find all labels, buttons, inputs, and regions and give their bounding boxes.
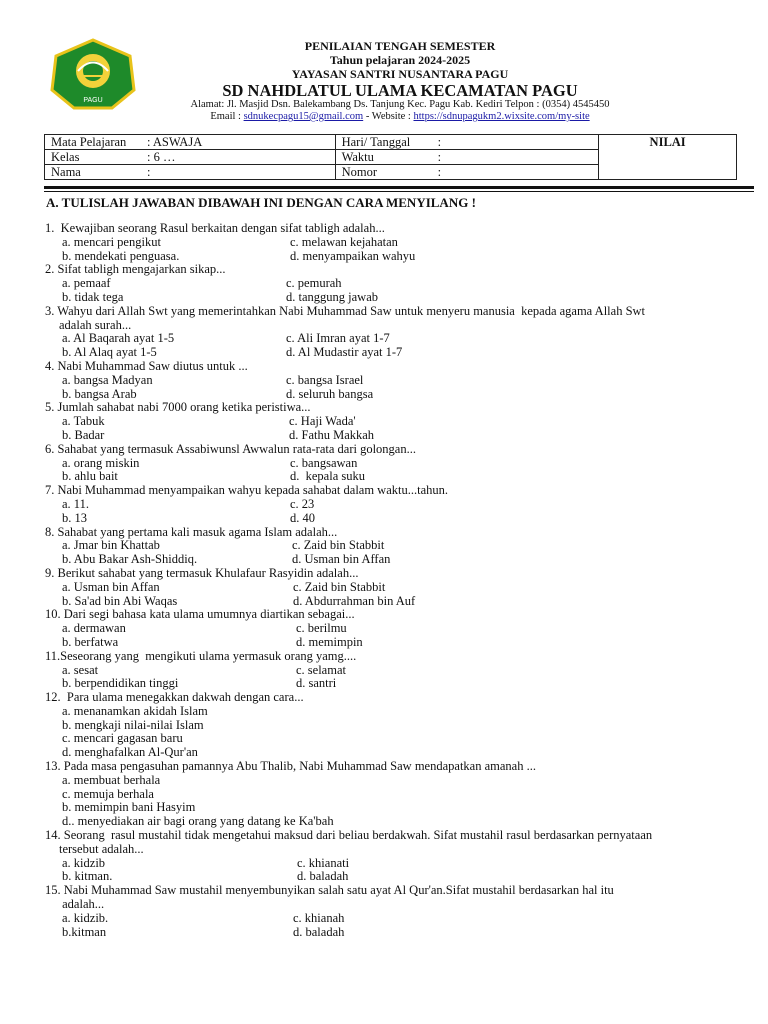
answer-option[interactable]: d. memimpin	[296, 634, 363, 649]
option-row	[45, 636, 735, 650]
answer-option[interactable]: c. 23	[290, 496, 315, 511]
answer-option[interactable]: d. baladah	[297, 869, 349, 884]
option-row	[45, 539, 735, 553]
option-row	[45, 236, 735, 250]
answer-option[interactable]: b. mengkaji nilai-nilai Islam	[62, 717, 204, 732]
question-item	[45, 650, 735, 691]
answer-option[interactable]: d. menghafalkan Al-Qur'an	[62, 745, 198, 760]
answer-option[interactable]: d. Usman bin Affan	[292, 552, 391, 567]
answer-option[interactable]: c. mencari gagasan baru	[62, 731, 183, 746]
question-text: 11.Seseorang yang mengikuti ulama yermasuk orang yamg....	[45, 648, 357, 663]
question-item	[45, 526, 735, 567]
question-text-continued: adalah surah...	[59, 317, 132, 332]
option-row	[45, 498, 735, 512]
option-row	[45, 457, 735, 471]
question-text-continued: adalah...	[59, 897, 105, 912]
question-text: 12. Para ulama menegakkan dakwah dengan cara...	[45, 690, 304, 705]
option-row	[45, 581, 735, 595]
answer-option[interactable]: a. pemaaf	[62, 276, 111, 291]
option-row	[45, 664, 735, 678]
answer-option[interactable]: a. 11.	[62, 496, 89, 511]
date-label: Hari/ Tanggal	[341, 135, 411, 149]
question-item	[45, 691, 735, 760]
question-item	[45, 263, 735, 304]
student-info-table	[44, 134, 737, 180]
question-item	[45, 443, 735, 484]
option-row	[45, 926, 735, 940]
option-row	[45, 277, 735, 291]
answer-option[interactable]: d.. menyediakan air bagi orang yang datang ke Ka'bah	[62, 814, 334, 829]
school-address: Alamat: Jl. Masjid Dsn. Balekambang Ds. Tanjung Kec. Pagu Kab. Kediri Telpon : (0354) 4545450	[190, 99, 610, 110]
answer-option[interactable]: c. melawan kejahatan	[290, 234, 398, 249]
question-item	[45, 222, 735, 263]
option-row	[45, 677, 735, 691]
question-item	[45, 608, 735, 649]
answer-option[interactable]: b. Badar	[62, 427, 105, 442]
answer-option[interactable]: a. dermawan	[62, 621, 126, 636]
answer-option[interactable]: b. kitman.	[62, 869, 113, 884]
name-label: Nama	[51, 165, 81, 179]
question-text: 14. Seorang rasul mustahil tidak mengetahui maksud dari beliau berdakwah. Sifat mustahil rasul berdasarkan pernyataan	[45, 828, 653, 843]
header-divider	[44, 186, 754, 189]
answer-option[interactable]: c. bangsawan	[290, 455, 358, 470]
question-item	[45, 567, 735, 608]
school-name: SD NAHDLATUL ULAMA KECAMATAN PAGU	[222, 81, 578, 100]
answer-option[interactable]: c. pemurah	[286, 276, 342, 291]
option-row	[45, 250, 735, 264]
question-text: 6. Sahabat yang termasuk Assabiwunsl Awwalun rata-rata dari golongan...	[45, 441, 416, 456]
score-box[interactable]	[599, 135, 737, 180]
answer-option[interactable]: c. Zaid bin Stabbit	[293, 579, 386, 594]
question-text-continued: tersebut adalah...	[59, 841, 144, 856]
option-row	[45, 553, 735, 567]
answer-option[interactable]: c. selamat	[296, 662, 346, 677]
header-divider-thin	[44, 191, 754, 192]
answer-option[interactable]: c. memuja berhala	[62, 786, 154, 801]
answer-option[interactable]: a. membuat berhala	[62, 772, 161, 787]
name-cell[interactable]	[45, 165, 336, 180]
answer-option[interactable]: c. bangsa Israel	[286, 372, 364, 387]
number-value: :	[437, 165, 442, 179]
question-text: 1. Kewajiban seorang Rasul berkaitan dengan sifat tabligh adalah...	[45, 221, 385, 235]
answer-option[interactable]: b. memimpin bani Hasyim	[62, 800, 196, 815]
option-row	[45, 470, 735, 484]
school-logo	[50, 38, 136, 110]
section-title: A. TULISLAH JAWABAN DIBAWAH INI DENGAN CARA MENYILANG !	[46, 195, 476, 210]
website-link[interactable]: https://sdnupagukm2.wixsite.com/my-site	[413, 111, 590, 122]
answer-option[interactable]: d. kepala suku	[290, 469, 365, 484]
name-value: :	[147, 165, 151, 179]
subject-label: Mata Pelajaran	[51, 135, 127, 149]
answer-option[interactable]: d. baladah	[293, 924, 345, 939]
foundation-name: YAYASAN SANTRI NUSANTARA PAGU	[291, 67, 509, 81]
email-label: Email :	[210, 111, 244, 122]
class-label: Kelas	[51, 150, 80, 164]
option-row	[45, 332, 735, 346]
answer-option[interactable]: d. seluruh bangsa	[286, 386, 374, 401]
answer-option[interactable]: b. mendekati penguasa.	[62, 248, 180, 263]
option-row	[45, 374, 735, 388]
score-label: NILAI	[649, 135, 686, 149]
option-row	[45, 346, 735, 360]
answer-option[interactable]: d. tanggung jawab	[286, 289, 378, 304]
answer-option[interactable]: d. menyampaikan wahyu	[290, 248, 416, 263]
class-value: : 6 …	[147, 150, 176, 164]
question-text: 2. Sifat tabligh mengajarkan sikap...	[45, 262, 226, 277]
question-text: 7. Nabi Muhammad menyampaikan wahyu kepada sahabat dalam waktu...tahun.	[45, 483, 449, 498]
option-row	[45, 595, 735, 609]
question-item	[45, 401, 735, 442]
answer-option[interactable]: a. bangsa Madyan	[62, 372, 153, 387]
option-row	[45, 622, 735, 636]
question-text: 10. Dari segi bahasa kata ulama umumnya diartikan sebagai...	[45, 607, 355, 622]
answer-option[interactable]: b. ahlu bait	[62, 469, 118, 484]
date-cell[interactable]	[335, 135, 599, 150]
option-row	[45, 857, 735, 871]
answer-option[interactable]: b. tidak tega	[62, 289, 124, 304]
class-cell[interactable]	[45, 150, 336, 165]
answer-option[interactable]: c. khianah	[293, 910, 345, 925]
option-row	[45, 429, 735, 443]
answer-option[interactable]: c. berilmu	[296, 621, 347, 636]
answer-option[interactable]: c. Ali Imran ayat 1-7	[286, 331, 390, 346]
answer-option[interactable]: b. 13	[62, 510, 87, 525]
answer-option[interactable]: b. berpendidikan tinggi	[62, 676, 179, 691]
question-text: 5. Jumlah sahabat nabi 7000 orang ketika peristiwa...	[45, 400, 311, 415]
subject-cell	[45, 135, 336, 150]
answer-option[interactable]: a. kidzib.	[62, 910, 109, 925]
website-label: - Website :	[363, 111, 414, 122]
option-row	[45, 912, 735, 926]
option-row	[45, 512, 735, 526]
question-text: 8. Sahabat yang pertama kali masuk agama Islam adalah...	[45, 524, 338, 539]
email-link[interactable]: sdnukecpagu15@gmail.com	[243, 111, 364, 122]
answer-option[interactable]: d. 40	[290, 510, 315, 525]
answer-option[interactable]: b. bangsa Arab	[62, 386, 137, 401]
answer-option[interactable]: a. kidzib	[62, 855, 106, 870]
question-text: 9. Berikut sahabat yang termasuk Khulafaur Rasyidin adalah...	[45, 565, 359, 580]
question-item	[45, 884, 735, 939]
question-text: 3. Wahyu dari Allah Swt yang memerintahkan Nabi Muhammad Saw untuk menyeru manusia kepada agama Allah Swt	[45, 303, 646, 318]
number-cell[interactable]	[335, 165, 599, 180]
time-cell[interactable]	[335, 150, 599, 165]
option-row	[45, 415, 735, 429]
question-text: 15. Nabi Muhammad Saw mustahil menyembunyikan salah satu ayat Al Qur'an.Sifat mustahil berdasarkan hal itu	[45, 883, 614, 898]
school-contact	[150, 111, 650, 123]
answer-option[interactable]: a. sesat	[62, 662, 99, 677]
answer-option[interactable]: b. berfatwa	[62, 634, 119, 649]
school-year: Tahun pelajaran 2024-2025	[329, 53, 471, 67]
date-value: :	[437, 135, 442, 149]
answer-option[interactable]: a. Jmar bin Khattab	[62, 538, 160, 553]
question-text: 13. Pada masa pengasuhan pamannya Abu Thalib, Nabi Muhammad Saw mendapatkan amanah ...	[45, 759, 536, 774]
answer-option[interactable]: b. Abu Bakar Ash-Shiddiq.	[62, 552, 198, 567]
question-item	[45, 360, 735, 401]
time-label: Waktu	[341, 150, 374, 164]
answer-option[interactable]: d. Fathu Makkah	[289, 427, 375, 442]
question-item	[45, 484, 735, 525]
answer-option[interactable]: a. Tabuk	[62, 414, 105, 429]
option-row	[45, 870, 735, 884]
answer-option[interactable]: d. santri	[296, 676, 337, 691]
answer-option[interactable]: d. Abdurrahman bin Auf	[293, 593, 416, 608]
option-row	[45, 388, 735, 402]
answer-option[interactable]: a. Al Baqarah ayat 1-5	[62, 331, 175, 346]
time-value: :	[437, 150, 442, 164]
answer-option[interactable]: c. khianati	[297, 855, 350, 870]
question-item	[45, 829, 735, 884]
answer-option[interactable]: a. Usman bin Affan	[62, 579, 160, 594]
answer-option[interactable]: b.kitman	[62, 924, 107, 939]
exam-title: PENILAIAN TENGAH SEMESTER	[304, 39, 496, 53]
answer-option[interactable]: a. mencari pengikut	[62, 234, 161, 249]
svg-text:PAGU: PAGU	[83, 97, 103, 104]
answer-option[interactable]: c. Haji Wada'	[289, 414, 356, 429]
option-row	[45, 291, 735, 305]
answer-option[interactable]: d. Al Mudastir ayat 1-7	[286, 345, 403, 360]
subject-value: : ASWAJA	[147, 135, 203, 149]
answer-option[interactable]: a. menanamkan akidah Islam	[62, 703, 208, 718]
answer-option[interactable]: b. Sa'ad bin Abi Waqas	[62, 593, 178, 608]
question-item	[45, 760, 735, 829]
number-label: Nomor	[341, 165, 377, 179]
question-text: 4. Nabi Muhammad Saw diutus untuk ...	[45, 358, 248, 373]
answer-option[interactable]: b. Al Alaq ayat 1-5	[62, 345, 157, 360]
question-list	[45, 222, 735, 939]
answer-option[interactable]: a. orang miskin	[62, 455, 140, 470]
question-item	[45, 305, 735, 360]
answer-option[interactable]: c. Zaid bin Stabbit	[292, 538, 385, 553]
